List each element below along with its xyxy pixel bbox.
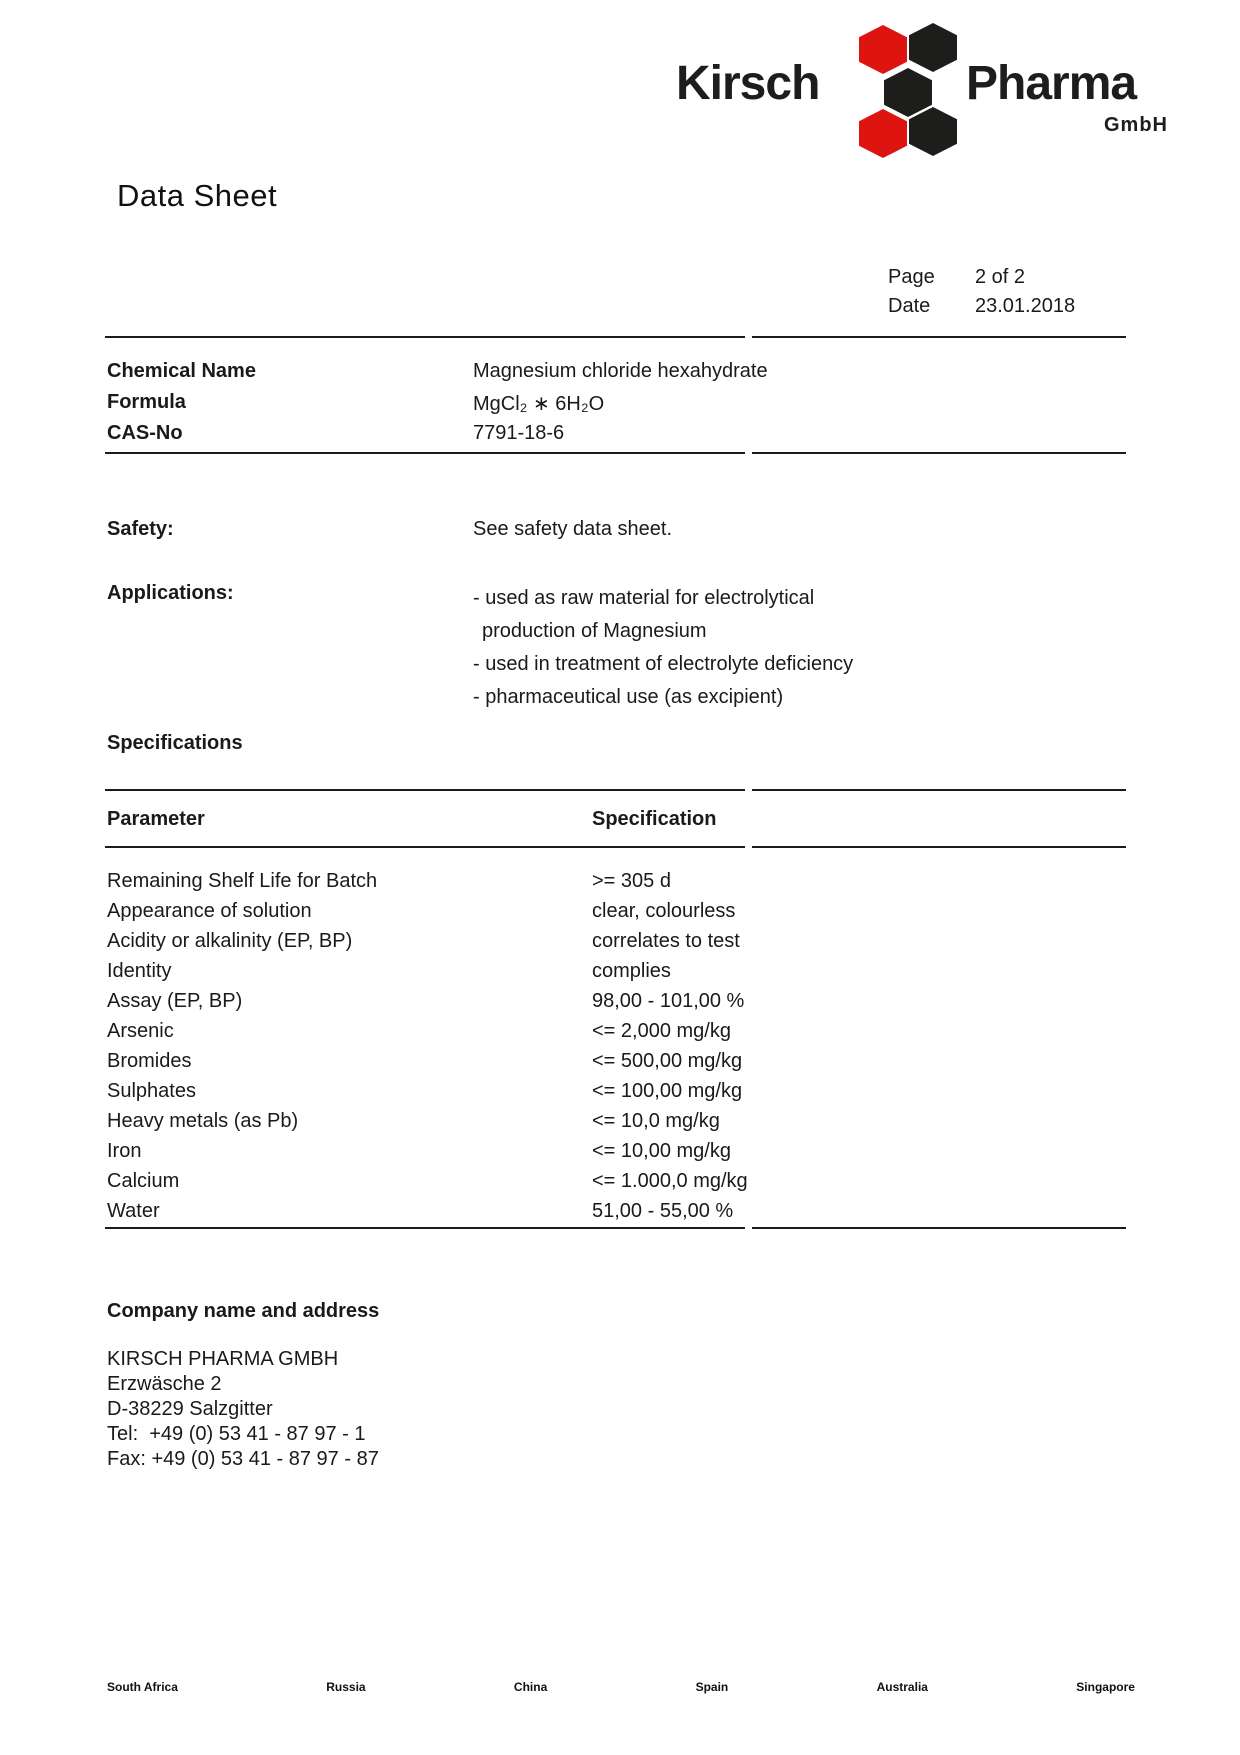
- footer-location: Singapore: [1076, 1680, 1135, 1694]
- chemical-name-value: Magnesium chloride hexahydrate: [473, 360, 768, 382]
- specification-cell: 98,00 - 101,00 %: [592, 990, 745, 1012]
- info-row: [0, 391, 1240, 422]
- specifications-heading: Specifications: [107, 732, 243, 754]
- parameter-cell: Calcium: [107, 1170, 180, 1192]
- specification-cell: complies: [592, 960, 671, 982]
- table-row: [0, 870, 1240, 900]
- application-item: - used as raw material for electrolytical: [473, 587, 815, 609]
- specification-cell: <= 10,0 mg/kg: [592, 1110, 720, 1132]
- formula-label: Formula: [107, 391, 186, 413]
- footer-location: Australia: [876, 1680, 928, 1694]
- page-value: 2 of 2: [975, 266, 1026, 288]
- cas-no-value: 7791-18-6: [473, 422, 565, 444]
- table-row: [0, 1110, 1240, 1140]
- divider-line-table-top: [105, 789, 1126, 791]
- date-value: 23.01.2018: [975, 295, 1076, 317]
- company-city: D-38229 Salzgitter: [107, 1398, 273, 1420]
- meta-date-row: [888, 292, 1075, 321]
- parameter-cell: Water: [107, 1200, 160, 1222]
- parameter-cell: Remaining Shelf Life for Batch: [107, 870, 378, 892]
- hexagon-red-bottom-icon: [859, 109, 907, 158]
- application-item: - pharmaceutical use (as excipient): [473, 686, 784, 708]
- footer-location: Russia: [326, 1680, 366, 1694]
- parameter-cell: Acidity or alkalinity (EP, BP): [107, 930, 353, 952]
- footer-location: China: [513, 1680, 548, 1694]
- divider-line-top: [105, 336, 1126, 338]
- divider-segment: [752, 789, 1126, 791]
- safety-row: [0, 518, 1240, 549]
- applications-label: Applications:: [107, 582, 234, 604]
- table-row: [0, 960, 1240, 990]
- footer-location: South Africa: [107, 1680, 178, 1694]
- safety-value: See safety data sheet.: [473, 518, 673, 540]
- logo-text-kirsch: Kirsch: [676, 57, 820, 110]
- specification-cell: clear, colourless: [592, 900, 736, 922]
- company-phone: Tel: +49 (0) 53 41 - 87 97 - 1: [107, 1423, 366, 1445]
- table-row: [0, 1200, 1240, 1230]
- logo-text-pharma: Pharma: [966, 57, 1137, 110]
- hexagon-black-bottom-icon: [909, 107, 957, 156]
- specification-cell: <= 100,00 mg/kg: [592, 1080, 743, 1102]
- divider-segment: [752, 336, 1126, 338]
- info-row: [0, 422, 1240, 453]
- table-row: [0, 930, 1240, 960]
- table-row: [0, 900, 1240, 930]
- company-address: [107, 1347, 379, 1472]
- logo-text-gmbh: GmbH: [1104, 114, 1168, 136]
- parameter-cell: Arsenic: [107, 1020, 174, 1042]
- table-row: [0, 1020, 1240, 1050]
- footer-location: Spain: [695, 1680, 729, 1694]
- parameter-cell: Bromides: [107, 1050, 192, 1072]
- page-title: Data Sheet: [117, 178, 278, 213]
- company-street: Erzwäsche 2: [107, 1373, 222, 1395]
- divider-segment: [105, 336, 745, 338]
- parameter-cell: Appearance of solution: [107, 900, 312, 922]
- specification-column-header: Specification: [592, 808, 717, 830]
- info-row: [0, 360, 1240, 391]
- table-row: [0, 1170, 1240, 1200]
- specification-cell: 51,00 - 55,00 %: [592, 1200, 734, 1222]
- company-section: [107, 1300, 379, 1472]
- hexagon-black-middle-icon: [884, 68, 932, 117]
- divider-line-table-header: [105, 846, 1126, 848]
- safety-section: [0, 518, 1240, 549]
- parameter-cell: Iron: [107, 1140, 142, 1162]
- specification-cell: <= 500,00 mg/kg: [592, 1050, 743, 1072]
- table-row: [0, 1140, 1240, 1170]
- company-name: KIRSCH PHARMA GMBH: [107, 1348, 339, 1370]
- specification-cell: <= 10,00 mg/kg: [592, 1140, 731, 1162]
- specification-cell: <= 1.000,0 mg/kg: [592, 1170, 748, 1192]
- table-row: [0, 1050, 1240, 1080]
- page-label: Page: [888, 266, 935, 288]
- divider-segment: [105, 846, 745, 848]
- chemical-info-block: [0, 360, 1240, 453]
- parameter-cell: Assay (EP, BP): [107, 990, 243, 1012]
- table-row: [0, 1080, 1240, 1110]
- table-row: [0, 990, 1240, 1020]
- parameter-column-header: Parameter: [107, 808, 205, 830]
- application-item: - used in treatment of electrolyte deficiency: [473, 653, 854, 675]
- application-item-continuation: production of Magnesium: [482, 620, 707, 642]
- parameter-cell: Heavy metals (as Pb): [107, 1110, 299, 1132]
- date-label: Date: [888, 295, 931, 317]
- page-meta: [888, 263, 1075, 321]
- company-fax: Fax: +49 (0) 53 41 - 87 97 - 87: [107, 1448, 379, 1470]
- parameter-cell: Identity: [107, 960, 172, 982]
- footer-locations: [107, 1680, 1135, 1694]
- meta-page-row: [888, 263, 1075, 292]
- parameter-cell: Sulphates: [107, 1080, 196, 1102]
- divider-segment: [105, 789, 745, 791]
- specification-cell: <= 2,000 mg/kg: [592, 1020, 731, 1042]
- hexagon-red-top-icon: [859, 25, 907, 74]
- chemical-name-label: Chemical Name: [107, 360, 256, 382]
- divider-segment: [752, 846, 1126, 848]
- logo-hexagon-cluster-icon: [856, 22, 960, 156]
- cas-no-label: CAS-No: [107, 422, 183, 444]
- applications-list: [473, 582, 853, 714]
- safety-label: Safety:: [107, 518, 174, 540]
- specifications-table: [0, 870, 1240, 1230]
- company-heading: Company name and address: [107, 1300, 380, 1322]
- specification-cell: correlates to test: [592, 930, 740, 952]
- specification-cell: >= 305 d: [592, 870, 671, 892]
- formula-value: MgCl₂ ∗ 6H₂O: [473, 393, 605, 415]
- hexagon-black-top-icon: [909, 23, 957, 72]
